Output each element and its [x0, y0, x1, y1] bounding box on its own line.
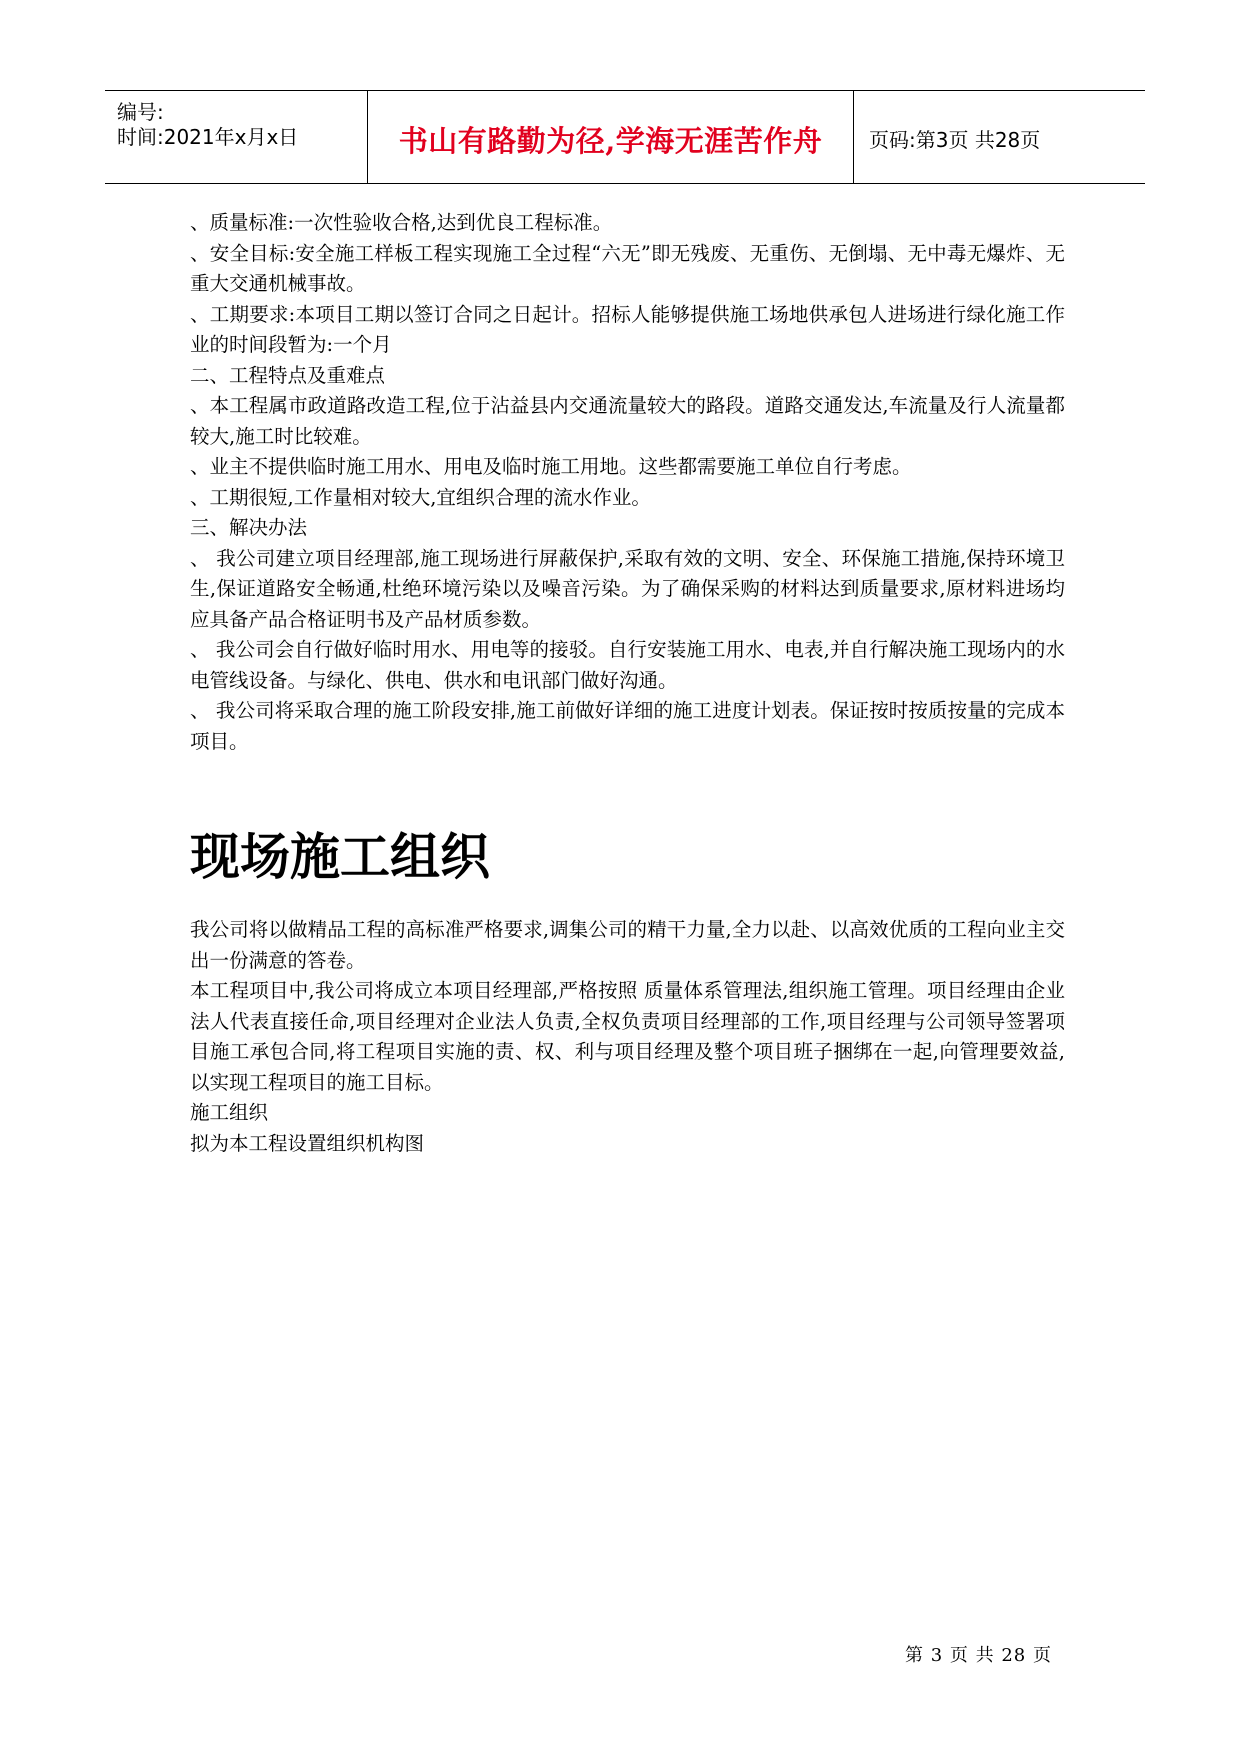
paragraph-project-department: 本工程项目中,我公司将成立本项目经理部,严格按照 质量体系管理法,组织施工管理。项目经理由企业法人代表直接任命,项目经理对企业法人负责,全权负责项目经理部的工作,项目经理与公司领导签署项目施工承包合同,将工程项目实施的责、权、利与项目经理及整个项目班子捆绑在一起,向管理要效益,以实现工程项目的施工目标。 — [190, 979, 1065, 1094]
paragraph-safety-target: 、安全目标:安全施工样板工程实现施工全过程“六无”即无残废、无重伤、无倒塌、无中毒无爆炸、无重大交通机械事故。 — [190, 241, 1065, 295]
paragraph-org-chart-note: 拟为本工程设置组织机构图 — [190, 1131, 425, 1155]
paragraph-schedule-requirement: 、工期要求:本项目工期以签订合同之日起计。招标人能够提供施工场地供承包人进场进行绿化施工作业的时间段暂为:一个月 — [190, 302, 1065, 356]
header-middle-cell — [368, 91, 854, 183]
document-time-label: 时间:2021年x月x日 — [117, 125, 299, 149]
section-title: 现场施工组织 — [190, 828, 490, 886]
document-number-label: 编号: — [117, 100, 164, 124]
subheading-solutions: 三、解决办法 — [190, 516, 308, 539]
paragraph-solution-site: 、 我公司建立项目经理部,施工现场进行屏蔽保护,采取有效的文明、安全、环保施工措施,保持环境卫生,保证道路安全畅通,杜绝环境污染以及噪音污染。为了确保采购的材料达到质量要求,原材料进场均应具备产品合格证明书及产品材质参数。 — [190, 546, 1065, 631]
header-left-cell — [105, 91, 368, 183]
paragraph-solution-water-power: 、 我公司会自行做好临时用水、用电等的接驳。自行安装施工用水、电表,并自行解决施工现场内的水电管线设备。与绿化、供电、供水和电讯部门做好沟通。 — [190, 638, 1065, 692]
paragraph-feature-short-schedule: 、工期很短,工作量相对较大,宜组织合理的流水作业。 — [190, 485, 651, 509]
header-page-info: 页码:第3页 共28页 — [869, 128, 1041, 152]
paragraph-feature-road: 、本工程属市政道路改造工程,位于沾益县内交通流量较大的路段。道路交通发达,车流量及行人流量都较大,施工时比较难。 — [190, 394, 1065, 448]
paragraph-solution-schedule: 、 我公司将采取合理的施工阶段安排,施工前做好详细的施工进度计划表。保证按时按质按量的完成本项目。 — [190, 699, 1065, 753]
header-right-cell — [855, 91, 1145, 183]
subheading-construction-organization: 施工组织 — [190, 1101, 269, 1124]
paragraph-quality-standard: 、质量标准:一次性验收合格,达到优良工程标准。 — [190, 211, 613, 234]
header-slogan: 书山有路勤为径,学海无涯苦作舟 — [398, 124, 823, 158]
page-header — [105, 90, 1145, 184]
paragraph-organization-intro: 我公司将以做精品工程的高标准严格要求,调集公司的精干力量,全力以赴、以高效优质的工程向业主交出一份满意的答卷。 — [190, 918, 1065, 972]
subheading-project-features: 二、工程特点及重难点 — [190, 363, 386, 387]
paragraph-feature-utilities: 、业主不提供临时施工用水、用电及临时施工用地。这些都需要施工单位自行考虑。 — [190, 455, 912, 478]
document-body — [190, 208, 1065, 1159]
page-footer: 第 3 页 共 28 页 — [905, 1645, 1052, 1666]
